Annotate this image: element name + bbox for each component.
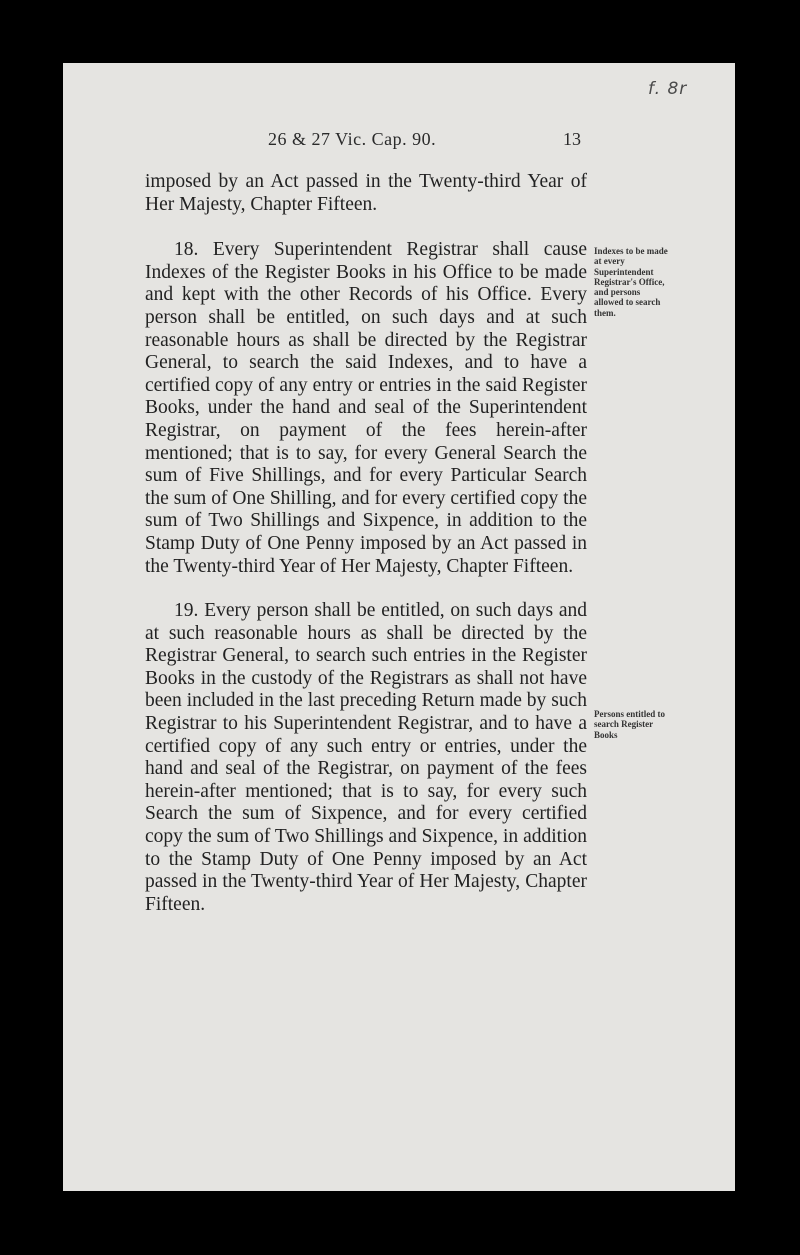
page-number: 13 <box>563 129 581 149</box>
section-19: 19. Every person shall be entitled, on such days and at such reasonable hours as shall be directed by the Registrar General, to search such entries in the Register Books in the custody of the Registrars as shall not have been included in the last preceding Return made by such Registrar to his Superintendent Registrar, and to have a certified copy of any such entry or entries, under the hand and seal of the Registrar, on payment of the fees herein-after mentioned; that is to say, for every such Search the sum of Sixpence, and for every certified copy the sum of Two Shillings and Sixpence, in addition to the Stamp Duty of One Penny imposed by an Act passed in the Twenty-third Year of Her Majesty, Chapter Fifteen. <box>145 600 587 915</box>
paragraph-continuation: imposed by an Act passed in the Twenty-third Year of Her Majesty, Chapter Fifteen. <box>145 171 587 215</box>
folio-mark: f. 8r <box>648 79 688 99</box>
running-header <box>63 129 735 153</box>
running-title: 26 & 27 Vic. Cap. 90. <box>268 129 437 149</box>
margin-note-section-19: Persons entitled to search Register Books <box>594 709 665 740</box>
document-page <box>63 63 735 1191</box>
section-18: 18. Every Superintendent Registrar shall cause Indexes of the Register Books in his Office to be made and kept with the other Records of his Office. Every person shall be entitled, on such days and at such reasonable hours as shall be directed by the Registrar General, to search the said Indexes, and to have a certified copy of any entry or entries in the said Register Books, under the hand and seal of the Superintendent Registrar, on payment of the fees herein-after mentioned; that is to say, for every General Search the sum of Five Shillings, and for every Particular Search the sum of One Shilling, and for every certified copy the sum of Two Shillings and Sixpence, in addition to the Stamp Duty of One Penny imposed by an Act passed in the Twenty-third Year of Her Majesty, Chapter Fifteen. <box>145 239 587 577</box>
body-text <box>145 171 587 916</box>
margin-note-section-18: Indexes to be made at every Superintendent Registrar's Office, and persons allowed to search them. <box>594 246 668 318</box>
